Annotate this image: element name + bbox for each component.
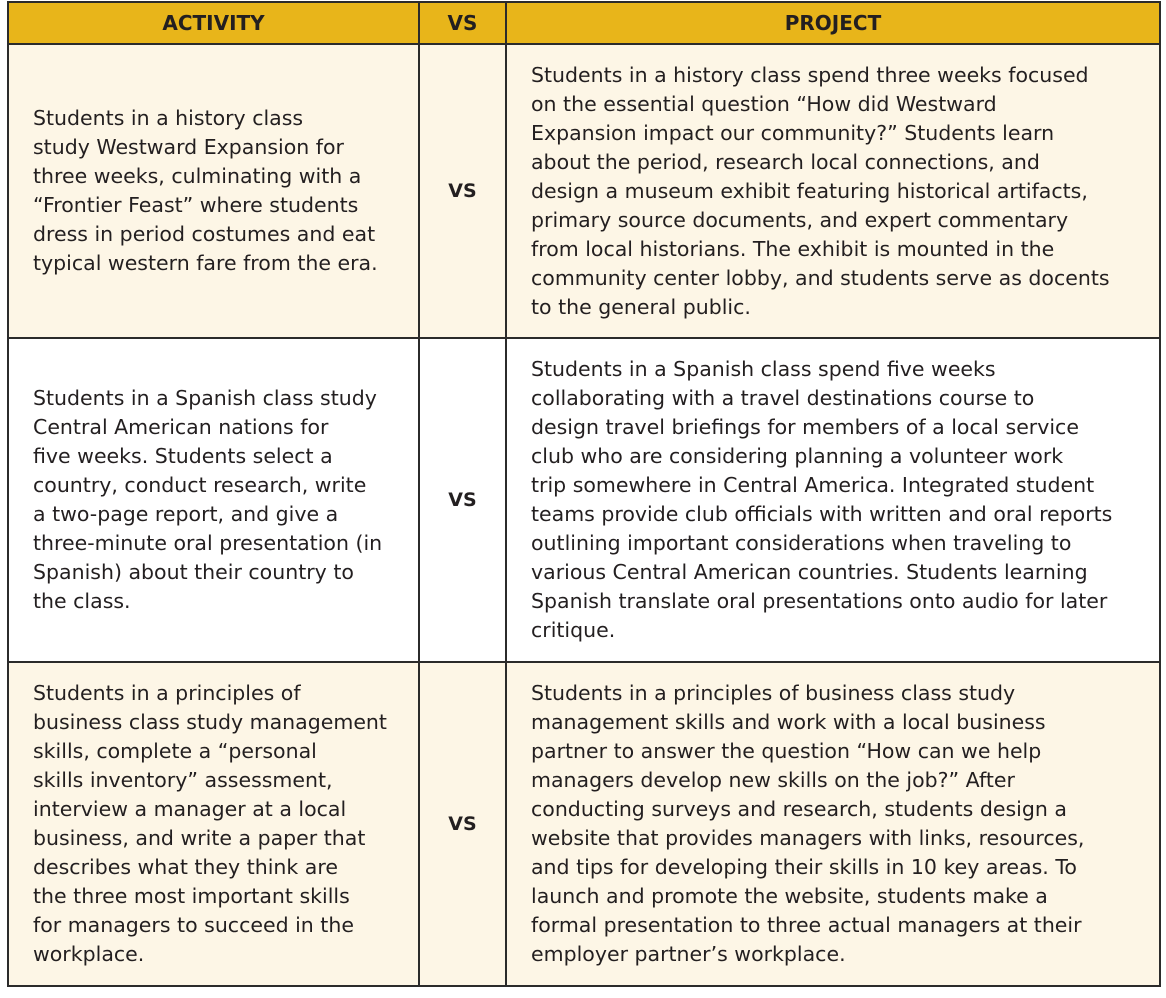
activity-cell-line: skills, complete a “personal: [33, 739, 317, 763]
project-cell-line: partner to answer the question “How can we help: [531, 739, 1042, 763]
project-cell-line: community center lobby, and students serve as docents: [531, 265, 1110, 290]
project-cell: [506, 44, 1160, 338]
project-cell-line: managers develop new skills on the job?” After: [531, 768, 1015, 792]
activity-cell-line: dress in period costumes and eat: [33, 222, 376, 246]
activity-cell-line: for managers to succeed in the: [33, 913, 354, 937]
project-cell: [506, 662, 1160, 986]
activity-cell-line: Students in a history class: [33, 106, 304, 130]
vs-cell: VS: [419, 662, 506, 986]
table-row: [8, 662, 1160, 986]
project-cell-line: on the essential question “How did Westward: [531, 91, 997, 116]
project-cell-line: about the period, research local connections, and: [531, 149, 1040, 174]
activity-cell: [8, 338, 419, 662]
project-cell-line: employer partner’s workplace.: [531, 942, 846, 966]
header-vs: VS: [419, 2, 506, 44]
activity-cell-line: business class study management: [33, 710, 387, 734]
header-activity: ACTIVITY: [8, 2, 419, 44]
activity-cell-line: typical western fare from the era.: [33, 251, 378, 275]
activity-cell-line: three weeks, culminating with a: [33, 164, 362, 188]
project-cell-line: and tips for developing their skills in 10 key areas. To: [531, 855, 1077, 879]
activity-cell: [8, 44, 419, 338]
activity-cell-line: workplace.: [33, 942, 145, 966]
activity-cell-line: five weeks. Students select a: [33, 444, 333, 468]
activity-cell-line: interview a manager at a local: [33, 797, 347, 821]
project-cell-line: website that provides managers with links, resources,: [531, 826, 1085, 850]
project-cell-line: outlining important considerations when traveling to: [531, 531, 1072, 555]
project-cell-line: management skills and work with a local business: [531, 710, 1046, 734]
project-cell-line: primary source documents, and expert commentary: [531, 207, 1069, 232]
project-cell-line: design travel briefings for members of a local service: [531, 415, 1079, 439]
project-cell-line: various Central American countries. Students learning: [531, 560, 1088, 584]
project-cell-line: teams provide club officials with written and oral reports: [531, 502, 1113, 526]
table-row: [8, 44, 1160, 338]
activity-cell-line: the class.: [33, 589, 131, 613]
project-cell-line: conducting surveys and research, students design a: [531, 797, 1067, 821]
activity-cell-line: describes what they think are: [33, 855, 338, 879]
project-cell-line: Students in a history class spend three weeks focused: [531, 62, 1089, 87]
table-row: [8, 338, 1160, 662]
project-cell-line: launch and promote the website, students make a: [531, 884, 1048, 908]
project-cell-line: Students in a Spanish class spend five weeks: [531, 357, 996, 381]
project-cell: [506, 338, 1160, 662]
activity-cell-line: Central American nations for: [33, 415, 329, 439]
activity-cell-line: Spanish) about their country to: [33, 560, 354, 584]
project-cell-line: trip somewhere in Central America. Integrated student: [531, 473, 1095, 497]
project-cell-line: design a museum exhibit featuring historical artifacts,: [531, 178, 1088, 203]
activity-cell-line: the three most important skills: [33, 884, 350, 908]
activity-cell-line: “Frontier Feast” where students: [33, 193, 359, 217]
activity-cell-line: Students in a principles of: [33, 681, 301, 705]
activity-cell-line: country, conduct research, write: [33, 473, 367, 497]
vs-cell: VS: [419, 44, 506, 338]
project-cell-line: formal presentation to three actual managers at their: [531, 913, 1082, 937]
vs-cell: VS: [419, 338, 506, 662]
project-cell-line: Expansion impact our community?” Students learn: [531, 120, 1055, 145]
activity-cell: [8, 662, 419, 986]
project-cell-line: critique.: [531, 618, 616, 642]
activity-vs-project-table: [7, 1, 1161, 987]
project-cell-line: collaborating with a travel destinations course to: [531, 386, 1035, 410]
project-cell-line: from local historians. The exhibit is mounted in the: [531, 236, 1055, 261]
activity-cell-line: a two-page report, and give a: [33, 502, 339, 526]
activity-cell-line: business, and write a paper that: [33, 826, 366, 850]
project-cell-line: club who are considering planning a volunteer work: [531, 444, 1064, 468]
project-cell-line: Students in a principles of business class study: [531, 681, 1016, 705]
project-cell-line: Spanish translate oral presentations onto audio for later: [531, 589, 1108, 613]
header-project: PROJECT: [506, 2, 1160, 44]
project-cell-line: to the general public.: [531, 294, 751, 319]
activity-cell-line: three-minute oral presentation (in: [33, 531, 383, 555]
activity-cell-line: skills inventory” assessment,: [33, 768, 333, 792]
activity-cell-line: study Westward Expansion for: [33, 135, 344, 159]
header-row: [8, 2, 1160, 44]
activity-cell-line: Students in a Spanish class study: [33, 386, 377, 410]
